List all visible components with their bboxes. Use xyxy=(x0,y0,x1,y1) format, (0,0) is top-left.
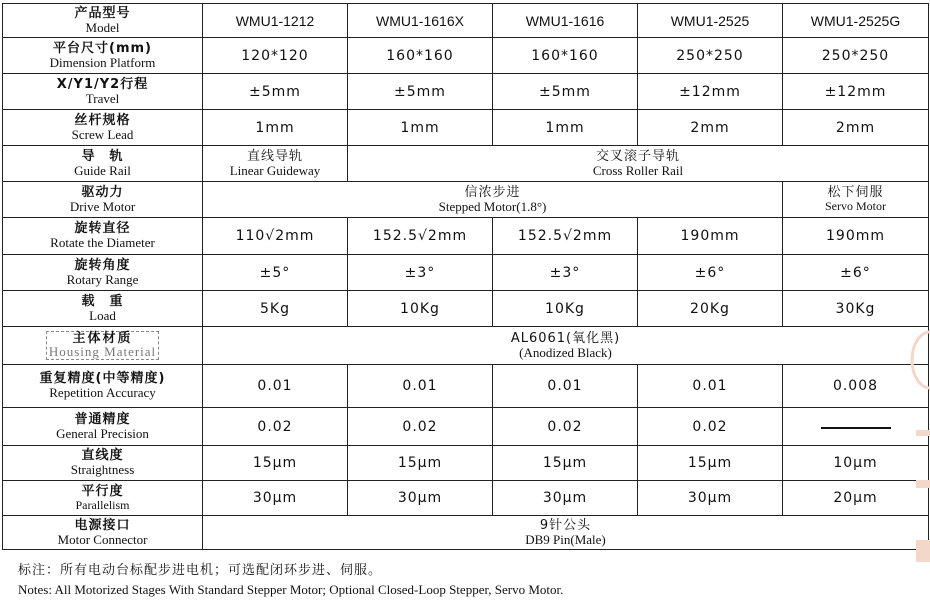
row-model xyxy=(3,4,929,38)
material-value: AL6061(氧化黑) (Anodized Black) xyxy=(203,327,929,365)
diameter-label: 旋转直径 Rotate the Diameter xyxy=(3,218,203,255)
parallel-label: 平行度 Parallelism xyxy=(3,481,203,516)
angle-value: ±3° xyxy=(493,255,638,291)
model-name: WMU1-1616X xyxy=(348,4,493,38)
straight-value: 10μm xyxy=(783,446,929,481)
load-value: 30Kg xyxy=(783,291,929,327)
parallel-value: 30μm xyxy=(348,481,493,516)
row-screw xyxy=(3,110,929,146)
platform-value: 250*250 xyxy=(783,38,929,74)
diameter-value: 190mm xyxy=(638,218,783,255)
row-straight xyxy=(3,446,929,481)
platform-value: 160*160 xyxy=(348,38,493,74)
row-repeat xyxy=(3,365,929,408)
row-load xyxy=(3,291,929,327)
guide-cross-value: 交叉滚子导轨 Cross Roller Rail xyxy=(348,146,929,182)
row-guide xyxy=(3,146,929,182)
motor-label: 驱动力 Drive Motor xyxy=(3,182,203,218)
angle-value: ±6° xyxy=(783,255,929,291)
platform-value: 120*120 xyxy=(203,38,348,74)
angle-label: 旋转角度 Rotary Range xyxy=(3,255,203,291)
model-name: WMU1-2525 xyxy=(638,4,783,38)
general-value-empty xyxy=(783,408,929,446)
model-name: WMU1-1616 xyxy=(493,4,638,38)
travel-value: ±12mm xyxy=(638,74,783,110)
repeat-label: 重复精度(中等精度) Repetition Accuracy xyxy=(3,365,203,408)
straight-value: 15μm xyxy=(493,446,638,481)
general-value: 0.02 xyxy=(203,408,348,446)
repeat-value: 0.01 xyxy=(638,365,783,408)
straight-label: 直线度 Straightness xyxy=(3,446,203,481)
material-label xyxy=(3,327,203,365)
general-value: 0.02 xyxy=(493,408,638,446)
model-name: WMU1-2525G xyxy=(783,4,929,38)
row-diameter xyxy=(3,218,929,255)
travel-value: ±5mm xyxy=(203,74,348,110)
parallel-value: 30μm xyxy=(493,481,638,516)
model-name: WMU1-1212 xyxy=(203,4,348,38)
load-value: 20Kg xyxy=(638,291,783,327)
repeat-value: 0.01 xyxy=(348,365,493,408)
general-value: 0.02 xyxy=(348,408,493,446)
parallel-value: 30μm xyxy=(638,481,783,516)
decorative-brand-graphic xyxy=(910,330,930,600)
repeat-value: 0.01 xyxy=(203,365,348,408)
spec-table xyxy=(2,3,929,550)
row-parallel xyxy=(3,481,929,516)
connector-value: 9针公头 DB9 Pin(Male) xyxy=(203,516,929,550)
row-general xyxy=(3,408,929,446)
load-value: 10Kg xyxy=(493,291,638,327)
model-label: 产品型号 Model xyxy=(3,4,203,38)
load-value: 10Kg xyxy=(348,291,493,327)
load-label: 载 重 Load xyxy=(3,291,203,327)
motor-stepper-value: 信浓步进 Stepped Motor(1.8°) xyxy=(203,182,783,218)
guide-linear-value: 直线导轨 Linear Guideway xyxy=(203,146,348,182)
screw-value: 1mm xyxy=(348,110,493,146)
diameter-value: 110√2mm xyxy=(203,218,348,255)
parallel-value: 30μm xyxy=(203,481,348,516)
row-connector xyxy=(3,516,929,550)
repeat-value: 0.008 xyxy=(783,365,929,408)
screw-value: 1mm xyxy=(493,110,638,146)
diameter-value: 152.5√2mm xyxy=(348,218,493,255)
dash-line xyxy=(821,427,891,429)
repeat-value: 0.01 xyxy=(493,365,638,408)
screw-value: 1mm xyxy=(203,110,348,146)
straight-value: 15μm xyxy=(203,446,348,481)
parallel-value: 20μm xyxy=(783,481,929,516)
platform-value: 160*160 xyxy=(493,38,638,74)
load-value: 5Kg xyxy=(203,291,348,327)
connector-label: 电源接口 Motor Connector xyxy=(3,516,203,550)
general-value: 0.02 xyxy=(638,408,783,446)
notes-cn: 标注：所有电动台标配步进电机；可选配闭环步进、伺服。 xyxy=(18,563,383,578)
angle-value: ±5° xyxy=(203,255,348,291)
platform-value: 250*250 xyxy=(638,38,783,74)
screw-value: 2mm xyxy=(783,110,929,146)
angle-value: ±6° xyxy=(638,255,783,291)
row-travel xyxy=(3,74,929,110)
straight-value: 15μm xyxy=(638,446,783,481)
travel-label: X/Y1/Y2行程 Travel xyxy=(3,74,203,110)
screw-label: 丝杆规格 Screw Lead xyxy=(3,110,203,146)
motor-servo-value: 松下伺服 Servo Motor xyxy=(783,182,929,218)
row-angle xyxy=(3,255,929,291)
row-material xyxy=(3,327,929,365)
guide-label: 导 轨 Guide Rail xyxy=(3,146,203,182)
notes-en: Notes: All Motorized Stages With Standard Stepper Motor; Optional Closed-Loop Stepper, Servo Motor. xyxy=(18,582,564,597)
general-label: 普通精度 General Precision xyxy=(3,408,203,446)
travel-value: ±5mm xyxy=(348,74,493,110)
row-motor xyxy=(3,182,929,218)
notes xyxy=(18,561,563,599)
straight-value: 15μm xyxy=(348,446,493,481)
material-label-box: 主体材质 Housing Material xyxy=(46,331,159,360)
screw-value: 2mm xyxy=(638,110,783,146)
diameter-value: 152.5√2mm xyxy=(493,218,638,255)
angle-value: ±3° xyxy=(348,255,493,291)
travel-value: ±5mm xyxy=(493,74,638,110)
platform-label: 平台尺寸(mm) Dimension Platform xyxy=(3,38,203,74)
travel-value: ±12mm xyxy=(783,74,929,110)
row-platform xyxy=(3,38,929,74)
diameter-value: 190mm xyxy=(783,218,929,255)
